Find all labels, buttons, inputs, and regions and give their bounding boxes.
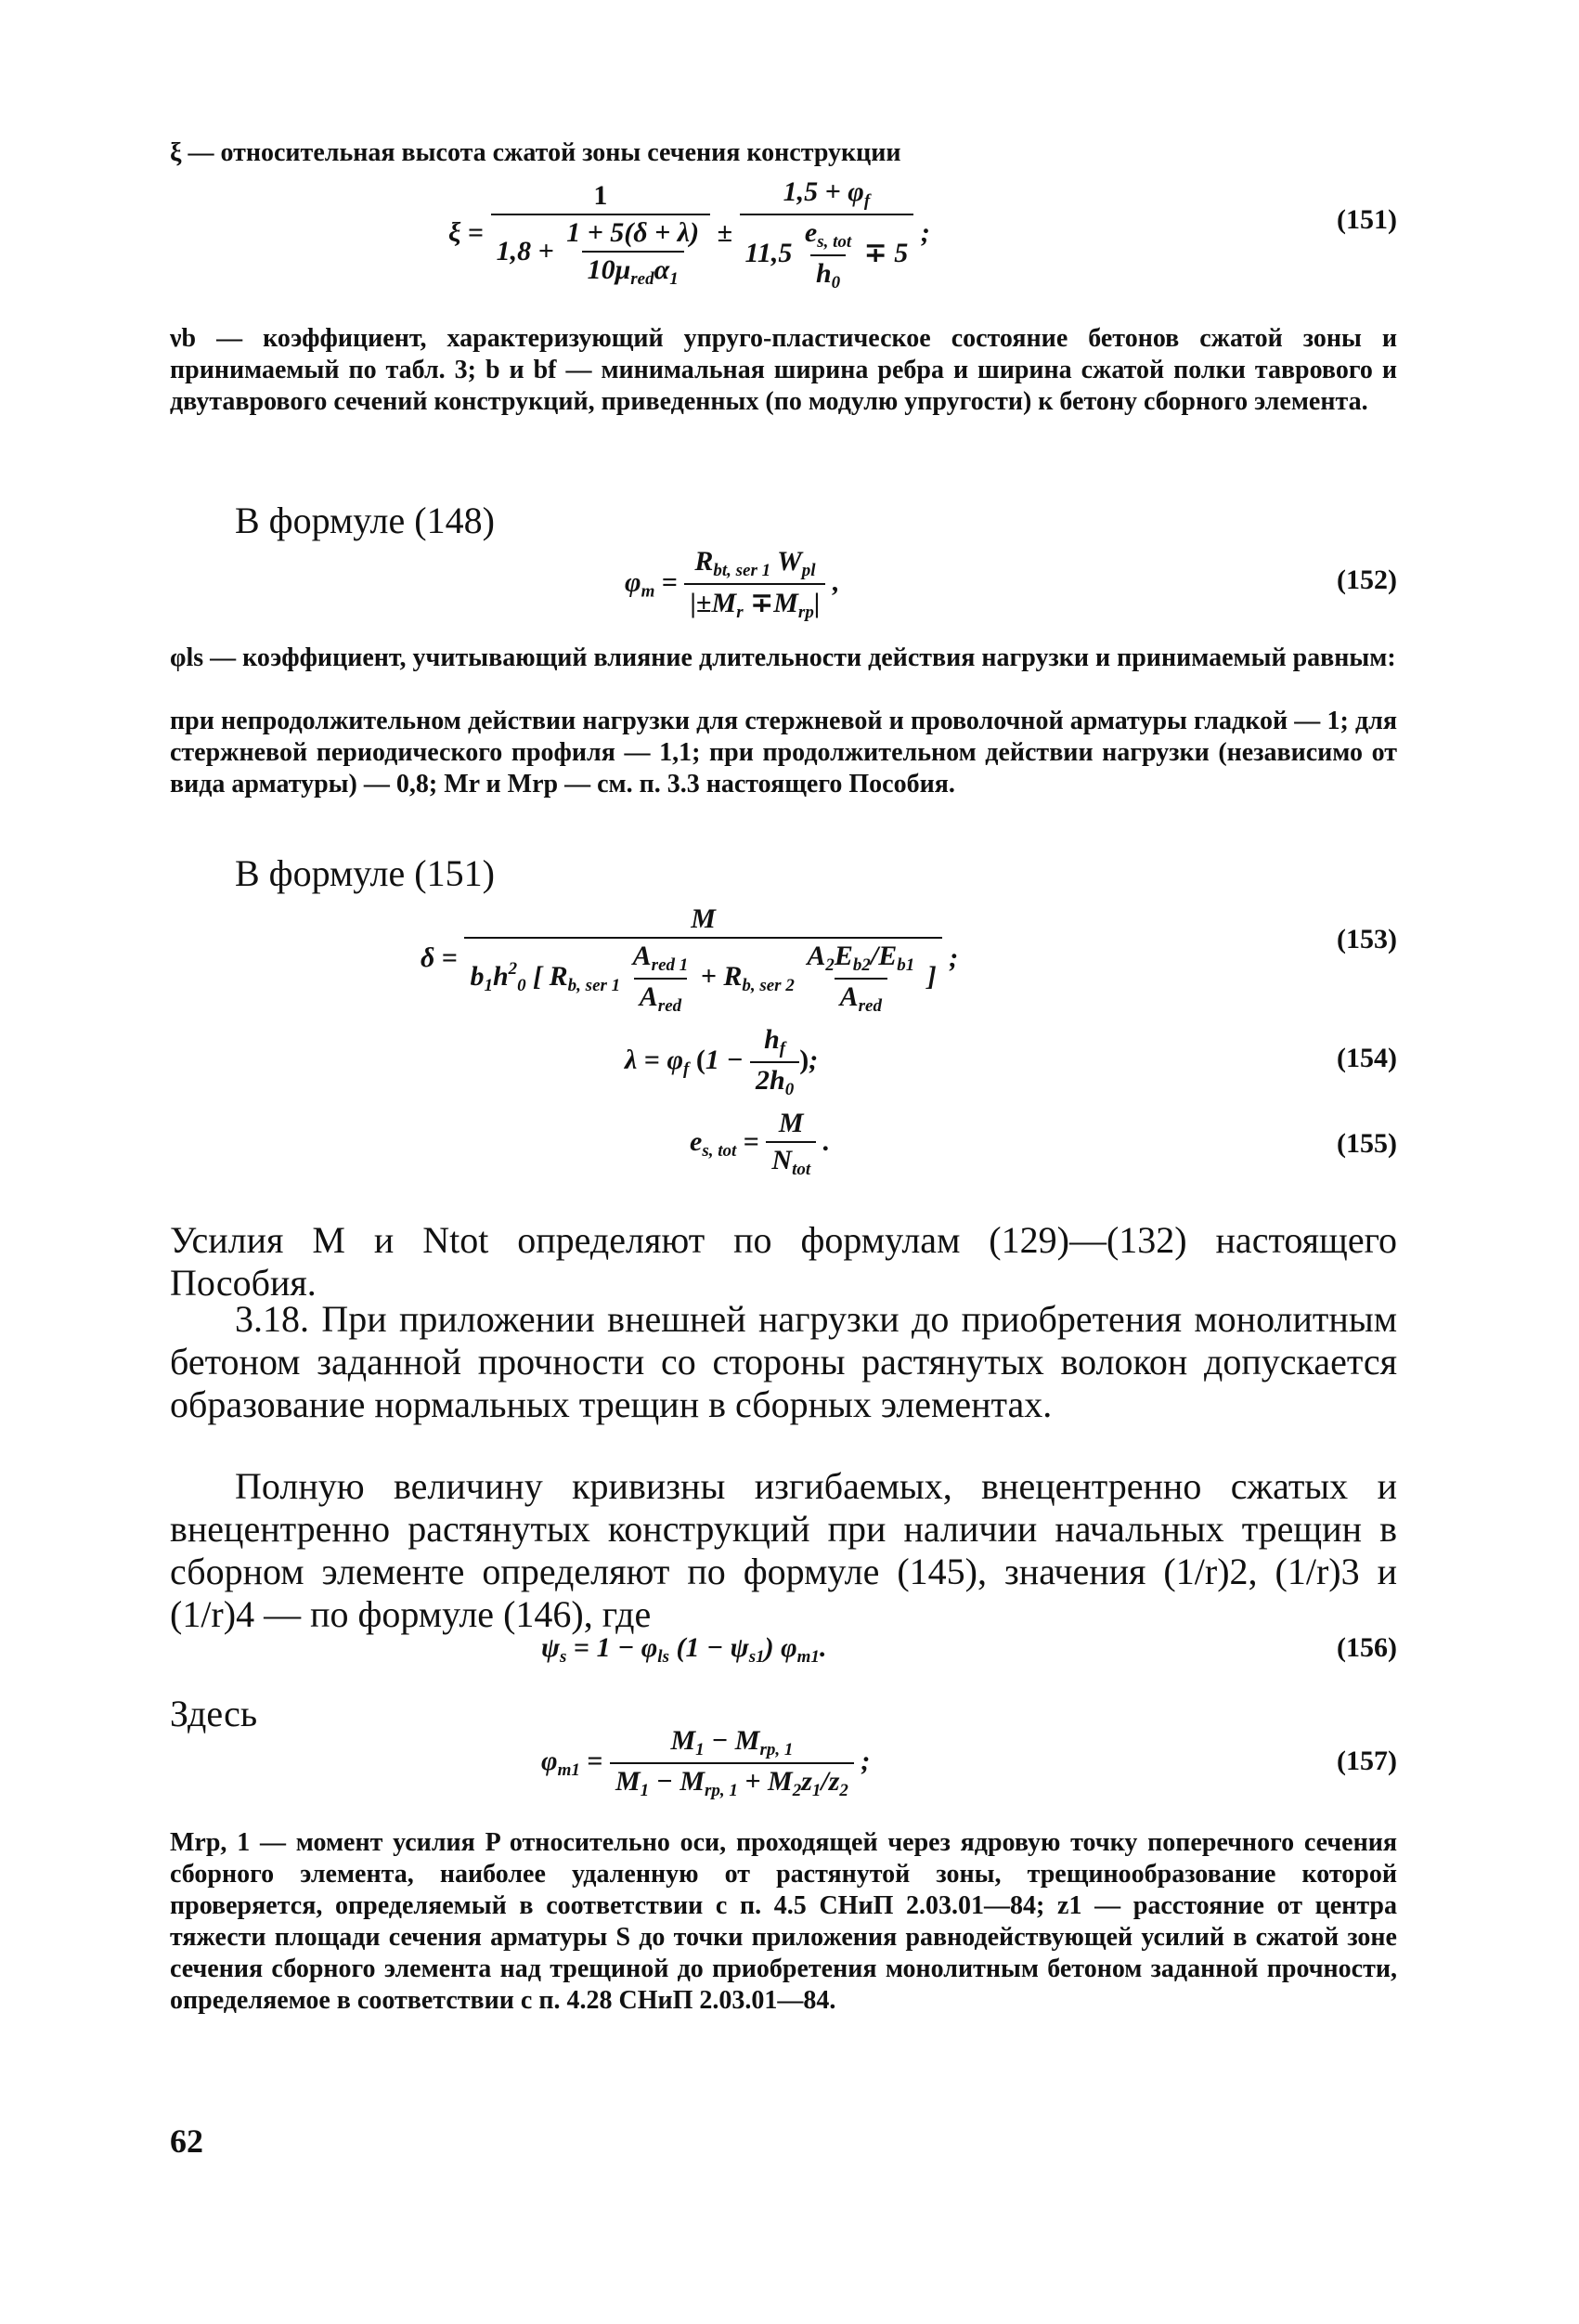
- formula-151: ξ = 1 1,8 + $\frac{1 + 5(\delta + \lambda)}{10\mu_{red}\alpha_1}$ ± $1,5 + \varphi_f$ 11,5 $\frac{e_{s, tot}}{h_0}$ ∓ 5 ;: [448, 176, 930, 292]
- eq-number-157: (157): [1337, 1746, 1397, 1776]
- equation-154: [170, 1024, 1397, 1098]
- eq-number-155: (155): [1337, 1128, 1397, 1159]
- equation-153: [170, 903, 1397, 1015]
- xi-definition: ξ — относительная высота сжатой зоны сечения конструкции: [170, 138, 901, 167]
- eq-number-154: (154): [1337, 1043, 1397, 1073]
- formula-154: $\lambda = \varphi_f$ (1 − $\frac{h_f}{2h_0}$ );: [625, 1024, 819, 1099]
- eq-number-156: (156): [1337, 1632, 1397, 1663]
- formula-157: $\varphi_{m1}$ = $\frac{M_1 - M_{rp, 1}}{M_1 - M_{rp, 1} + M_2z_1/z_2}$ ;: [541, 1725, 871, 1800]
- heading-zdes: Здесь: [170, 1693, 258, 1734]
- eq-number-151: (151): [1337, 204, 1397, 235]
- equation-156: [170, 1632, 1397, 1679]
- curvature-paragraph: Полную величину кривизны изгибаемых, внецентренно сжатых и внецентренно растянутых конструкций при наличии начальных трещин в сборном элементе определяют по формуле (145), значения (1/r)2, (1/r)3 и (1/r)4 — по формуле (146), где: [170, 1465, 1397, 1635]
- equation-157: [170, 1725, 1397, 1809]
- eq-number-153: (153): [1337, 924, 1397, 954]
- equation-152: [170, 546, 1397, 630]
- equation-155: [170, 1108, 1397, 1182]
- heading-formula-151: В формуле (151): [235, 852, 495, 894]
- heading-formula-148: В формуле (148): [235, 500, 495, 541]
- formula-152: $\varphi_m$ = $\frac{R_{bt, ser 1} W_{pl}}{|\pm M_r \mp M_{rp}|}$ ,: [625, 546, 840, 622]
- formula-156: $\psi_s = 1 - \varphi_{ls}$ $(1 - \psi_{s1})$ $\varphi_{m1}$.: [541, 1632, 827, 1667]
- nu-b-definition: νb — коэффициент, характеризующий упруго-пластическое состояние бетонов сжатой зоны и принимаемый по табл. 3; b и bf — минимальная ширина ребра и ширина сжатой полки таврового и двутаврового сечений конструкций, приведенных (по модулю упругости) к бетону сборного элемента.: [170, 324, 1397, 416]
- formula-155: $e_{s, tot}$ = $\frac{M}{N_{tot}}$ .: [690, 1108, 831, 1179]
- section-3-18: 3.18. При приложении внешней нагрузки до приобретения монолитным бетоном заданной прочности со стороны растянутых волокон допускается образование нормальных трещин в сборных элементах.: [170, 1298, 1397, 1425]
- phi-ls-definition: φls — коэффициент, учитывающий влияние длительности действия нагрузки и принимаемый равным:: [170, 643, 1396, 672]
- page-number: 62: [170, 2123, 203, 2160]
- forces-paragraph: Усилия M и Ntot определяют по формулам (129)—(132) настоящего Пособия.: [170, 1219, 1397, 1304]
- equation-151: [170, 176, 1397, 292]
- formula-153: δ = M $b_1h^2_0$ [ $R_{b, ser 1}$ $\frac{A_{red 1}}{A_{red}}$ + $R_{b, ser 2}$ $\frac{A_2E_{b2}/E_{b1}}{A_{red}}$ ] ;: [421, 903, 959, 1016]
- phi-ls-values: при непродолжительном действии нагрузки для стержневой и проволочной арматуры гладкой — 1; для стержневой периодического профиля — 1,1; при продолжительном действии нагрузки (независимо от вида арматуры) — 0,8; Mr и Mrp — см. п. 3.3 настоящего Пособия.: [170, 707, 1397, 798]
- mrp1-definition: Mrp, 1 — момент усилия P относительно оси, проходящей через ядровую точку поперечного сечения сборного элемента, наиболее удаленную от растянутой зоны, трещинообразование которой проверяется, определяемый в соответствии с п. 4.5 СНиП 2.03.01—84; z1 — расстояние от центра тяжести площади сечения арматуры S до точки приложения равнодействующей усилий в сжатой зоне сечения сборного элемента над трещиной до приобретения монолитным бетоном заданной прочности, определяемое в соответствии с п. 4.28 СНиП 2.03.01—84.: [170, 1828, 1397, 2015]
- eq-number-152: (152): [1337, 565, 1397, 595]
